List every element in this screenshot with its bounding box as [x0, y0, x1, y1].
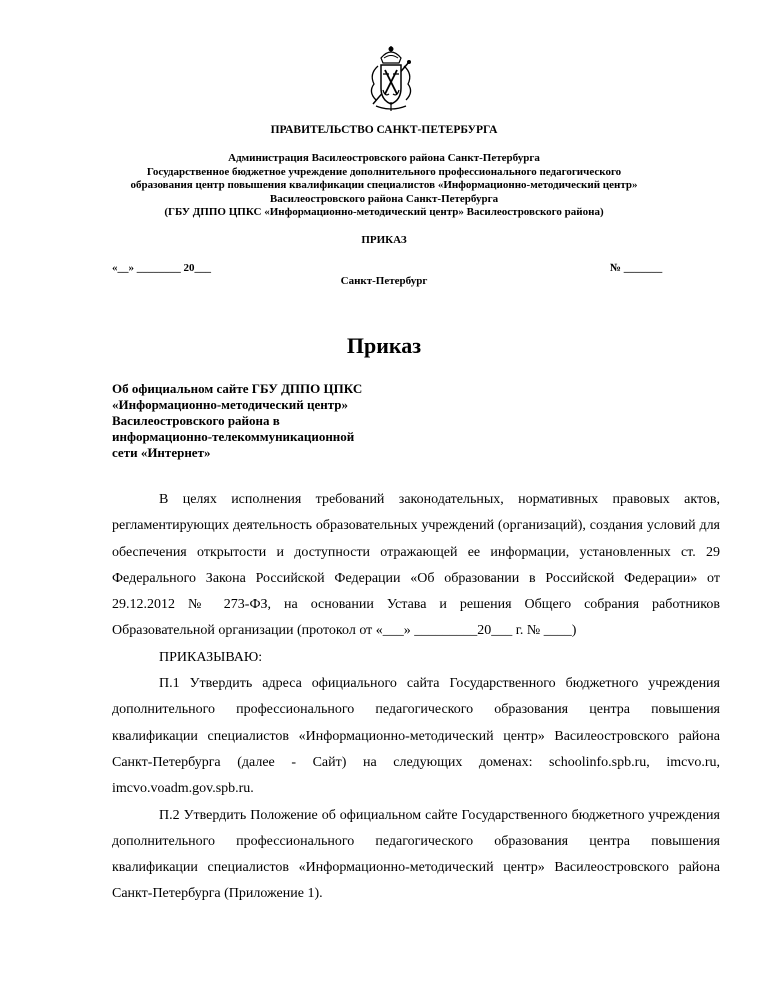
page-title: Приказ	[346, 333, 422, 358]
spb-coat-of-arms-icon	[366, 44, 416, 112]
city-label: Санкт-Петербург	[340, 275, 428, 287]
institution-line: образования центр повышения квалификации специалистов «Информационно-методический центр»	[130, 179, 638, 191]
order-body	[112, 487, 720, 908]
subject-line: информационно-телекоммуникационной	[112, 429, 355, 444]
item-1-paragraph: П.1 Утвердить адреса официального сайта Государственного бюджетного учреждения дополнительного профессионального педагогического образования центра повышения квалификации специалистов «Информационно-методический центр» Василеостровского района Санкт-Петербурга (далее - Сайт) на следующих доменах: schoolinfo.spb.ru, imcvo.ru, imcvo.voadm.gov.spb.ru.	[112, 676, 720, 797]
date-field: «__» ________ 20___	[112, 262, 211, 274]
order-word: ПРИКАЗЫВАЮ:	[159, 649, 263, 665]
subject-line: «Информационно-методический центр»	[112, 397, 348, 412]
order-label: ПРИКАЗ	[361, 234, 407, 246]
intro-paragraph: В целях исполнения требований законодательных, нормативных правовых актов, регламентирующих деятельность образовательных учреждений (организаций), создания условий для обеспечения открытости и доступности отражающей ее информации, установленных ст. 29 Федерального Закона Российской Федерации «Об образовании в Российской Федерации» от 29.12.2012 № 273-ФЗ, на основании Устава и решения Общего собрания работников Образовательной организации (протокол от «___» _________20___ г. № ____)	[112, 492, 720, 639]
institution-header	[0, 152, 768, 220]
subject-line: Об официальном сайте ГБУ ДППО ЦПКС	[112, 381, 363, 396]
institution-line: Администрация Василеостровского района Санкт-Петербурга	[228, 152, 540, 164]
order-subject	[112, 381, 432, 461]
institution-line: Государственное бюджетное учреждение дополнительного профессионального педагогического	[146, 165, 622, 178]
subject-line: сети «Интернет»	[112, 445, 211, 460]
order-number-field: № _______	[610, 262, 663, 274]
institution-line: Василеостровского района Санкт-Петербурга	[269, 192, 499, 205]
institution-line: (ГБУ ДППО ЦПКС «Информационно-методический центр» Василеостровского района)	[164, 206, 604, 218]
subject-line: Василеостровского района в	[112, 413, 280, 428]
government-title: ПРАВИТЕЛЬСТВО САНКТ-ПЕТЕРБУРГА	[270, 124, 498, 136]
item-2-paragraph: П.2 Утвердить Положение об официальном сайте Государственного бюджетного учреждения дополнительного профессионального педагогического образования центра повышения квалификации специалистов «Информационно-методический центр» Василеостровского района Санкт-Петербурга (Приложение 1).	[112, 807, 720, 902]
